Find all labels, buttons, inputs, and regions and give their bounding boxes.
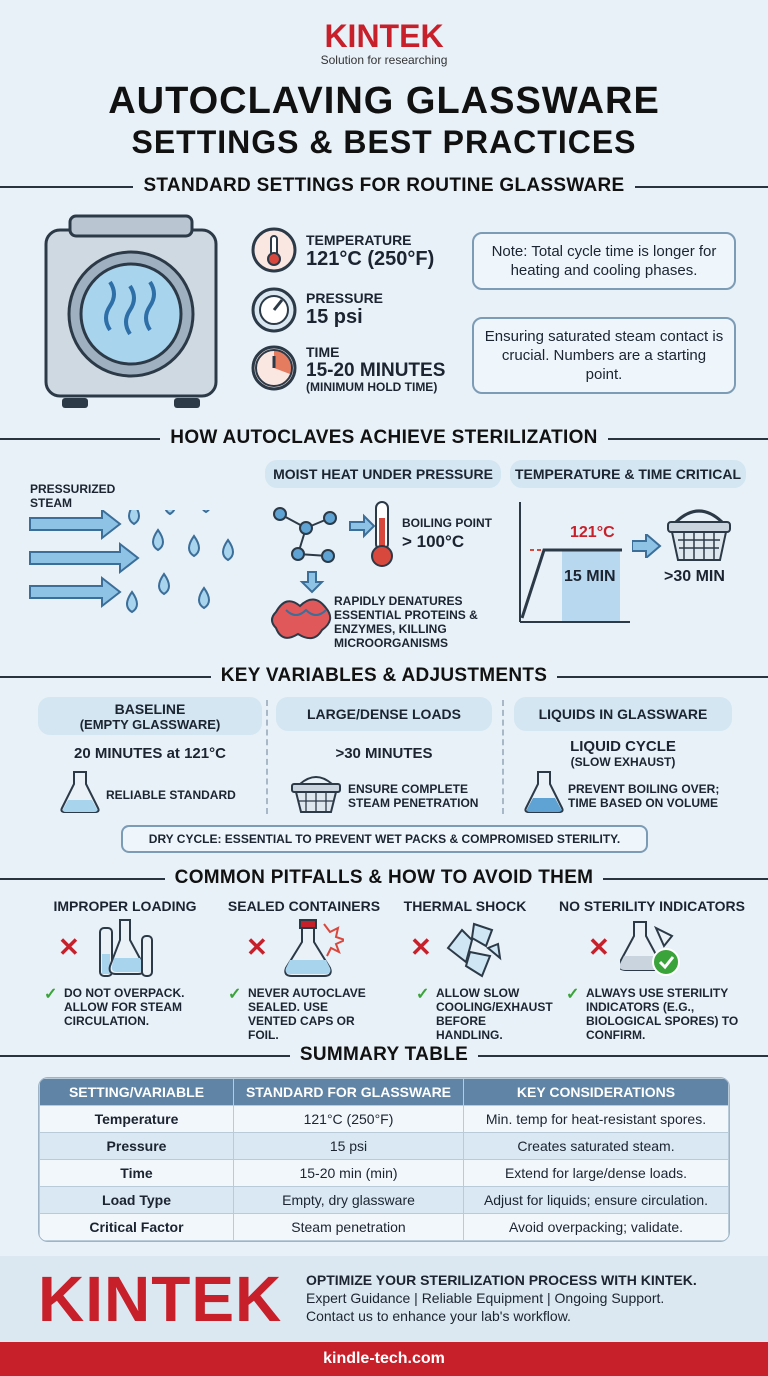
basket-icon: [664, 502, 734, 564]
sealed-flask-icon: [280, 918, 344, 980]
footer-brand: KINTEK: [38, 1263, 283, 1335]
x-mark-icon: ✕: [410, 932, 432, 962]
table-cell: Min. temp for heat-resistant spores.: [464, 1106, 729, 1133]
page-subtitle: SETTINGS & BEST PRACTICES: [131, 124, 637, 160]
denature-text: RAPIDLY DENATURES ESSENTIAL PROTEINS & ENZYMES, KILLING MICROORGANISMS: [334, 594, 478, 650]
column-divider: [502, 700, 504, 814]
table-row: [40, 1187, 729, 1214]
pitfall-tip-thermal: ALLOW SLOW COOLING/EXHAUST BEFORE HANDLING.: [436, 986, 553, 1042]
temperature-value: 121°C (250°F): [306, 248, 435, 270]
footer-line1: OPTIMIZE YOUR STERILIZATION PROCESS WITH KINTEK.: [306, 1272, 697, 1288]
graph-time-label: 15 MIN: [564, 568, 616, 585]
large-loads-main: >30 MINUTES: [335, 745, 433, 762]
baseline-desc: RELIABLE STANDARD: [106, 788, 236, 802]
table-cell: Critical Factor: [40, 1214, 234, 1241]
summary-heading-wrap: [0, 1044, 768, 1066]
note-saturated-steam: Ensuring saturated steam contact is crucial. Numbers are a starting point.: [472, 317, 736, 394]
clock-icon: [250, 344, 298, 392]
check-icon: ✓: [416, 986, 430, 1003]
large-loads-pill: LARGE/DENSE LOADS: [276, 697, 492, 731]
autoclave-icon: [40, 210, 222, 410]
key-heading-wrap: [0, 665, 768, 687]
table-cell: Pressure: [40, 1133, 234, 1160]
boiling-point-label: BOILING POINT: [402, 516, 492, 530]
pitfall-title-loading: IMPROPER LOADING: [53, 898, 197, 914]
table-cell: Steam penetration: [234, 1214, 464, 1241]
time-label: TIME: [306, 344, 340, 360]
key-heading: KEY VARIABLES & ADJUSTMENTS: [211, 665, 558, 686]
page-title: AUTOCLAVING GLASSWARE: [108, 80, 660, 122]
how-heading-wrap: [0, 427, 768, 449]
brand-tagline: Solution for researching: [320, 53, 448, 67]
table-cell: Empty, dry glassware: [234, 1187, 464, 1214]
time-note: (MINIMUM HOLD TIME): [306, 380, 438, 394]
table-cell: Avoid overpacking; validate.: [464, 1214, 729, 1241]
check-icon: ✓: [44, 986, 58, 1003]
table-header: STANDARD FOR GLASSWARE: [234, 1079, 464, 1106]
flask-icon: [60, 770, 100, 814]
column-divider: [266, 700, 268, 814]
standard-heading: STANDARD SETTINGS FOR ROUTINE GLASSWARE: [133, 175, 634, 196]
liquids-desc: PREVENT BOILING OVER; TIME BASED ON VOLUME: [568, 782, 720, 810]
indicator-flask-icon: [620, 918, 684, 980]
pitfall-title-thermal: THERMAL SHOCK: [403, 898, 527, 914]
x-mark-icon: ✕: [588, 932, 610, 962]
summary-table: [38, 1077, 730, 1242]
check-icon: ✓: [228, 986, 242, 1003]
pressure-value: 15 psi: [306, 306, 363, 328]
steam-arrows-icon: [28, 510, 248, 630]
pitfall-tip-loading: DO NOT OVERPACK. ALLOW FOR STEAM CIRCULATION.: [64, 986, 185, 1028]
table-cell: Time: [40, 1160, 234, 1187]
baseline-main: 20 MINUTES at 121°C: [74, 745, 226, 762]
pitfall-title-sealed: SEALED CONTAINERS: [227, 898, 381, 914]
table-cell: 15 psi: [234, 1133, 464, 1160]
x-mark-icon: ✕: [246, 932, 268, 962]
flask-icon: [524, 770, 564, 814]
table-cell: Load Type: [40, 1187, 234, 1214]
baseline-title: BASELINE: [114, 701, 186, 717]
basket-icon: [290, 770, 342, 814]
large-loads-desc: ENSURE COMPLETE STEAM PENETRATION: [348, 782, 479, 810]
graph-long-label: >30 MIN: [664, 568, 725, 585]
table-cell: Adjust for liquids; ensure circulation.: [464, 1187, 729, 1214]
footer-url-link[interactable]: kindle-tech.com: [323, 1350, 445, 1367]
footer-line2: Expert Guidance | Reliable Equipment | Ongoing Support.: [306, 1290, 665, 1306]
pitfall-tip-indicators: ALWAYS USE STERILITY INDICATORS (E.G., BIOLOGICAL SPORES) TO CONFIRM.: [586, 986, 739, 1042]
table-row: [40, 1160, 729, 1187]
pitfall-title-indicators: NO STERILITY INDICATORS: [559, 898, 745, 914]
dry-cycle-note: DRY CYCLE: ESSENTIAL TO PREVENT WET PACKS & COMPROMISED STERILITY.: [121, 825, 648, 853]
table-row: [40, 1106, 729, 1133]
table-cell: Temperature: [40, 1106, 234, 1133]
pressure-label: PRESSURE: [306, 290, 384, 306]
baseline-subtitle: (EMPTY GLASSWARE): [79, 717, 221, 732]
table-header: KEY CONSIDERATIONS: [464, 1079, 729, 1106]
summary-heading: SUMMARY TABLE: [290, 1044, 478, 1065]
check-icon: ✓: [566, 986, 580, 1003]
time-value: 15-20 MINUTES: [306, 360, 446, 381]
pitfalls-heading: COMMON PITFALLS & HOW TO AVOID THEM: [165, 867, 604, 888]
thermometer-icon: [250, 226, 298, 274]
table-cell: Creates saturated steam.: [464, 1133, 729, 1160]
temperature-label: TEMPERATURE: [306, 232, 412, 248]
glassware-icon: [92, 918, 156, 980]
temp-time-pill: TEMPERATURE & TIME CRITICAL: [510, 460, 746, 488]
how-heading: HOW AUTOCLAVES ACHIEVE STERILIZATION: [160, 427, 607, 448]
note-cycle-time: Note: Total cycle time is longer for heating and cooling phases.: [472, 232, 736, 290]
arrow-right-icon: [632, 534, 662, 558]
table-header: SETTING/VARIABLE: [40, 1079, 234, 1106]
pressure-gauge-icon: [250, 286, 298, 334]
pitfalls-heading-wrap: [0, 867, 768, 889]
table-header-row: [40, 1079, 729, 1106]
liquids-pill: LIQUIDS IN GLASSWARE: [514, 697, 732, 731]
moist-heat-pill: MOIST HEAT UNDER PRESSURE: [265, 460, 501, 488]
table-row: [40, 1133, 729, 1160]
table-row: [40, 1214, 729, 1241]
table-cell: 15-20 min (min): [234, 1160, 464, 1187]
footer-line3: Contact us to enhance your lab's workflow.: [306, 1308, 571, 1324]
table-cell: 121°C (250°F): [234, 1106, 464, 1133]
brand-logo: KINTEK: [324, 18, 444, 54]
table-cell: Extend for large/dense loads.: [464, 1160, 729, 1187]
x-mark-icon: ✕: [58, 932, 80, 962]
steam-label: PRESSURIZED STEAM: [30, 482, 116, 510]
pitfall-tip-sealed: NEVER AUTOCLAVE SEALED. USE VENTED CAPS OR FOIL.: [248, 986, 366, 1042]
liquids-sub: (SLOW EXHAUST): [570, 755, 676, 769]
standard-heading-wrap: [0, 175, 768, 197]
broken-glass-icon: [440, 918, 504, 980]
liquids-main: LIQUID CYCLE: [570, 738, 676, 755]
graph-temp-label: 121°C: [570, 524, 615, 541]
baseline-pill: [38, 697, 262, 735]
temp-time-graph: [512, 498, 632, 626]
thermometer-icon: [364, 500, 400, 570]
boiling-point-value: > 100°C: [402, 532, 465, 551]
